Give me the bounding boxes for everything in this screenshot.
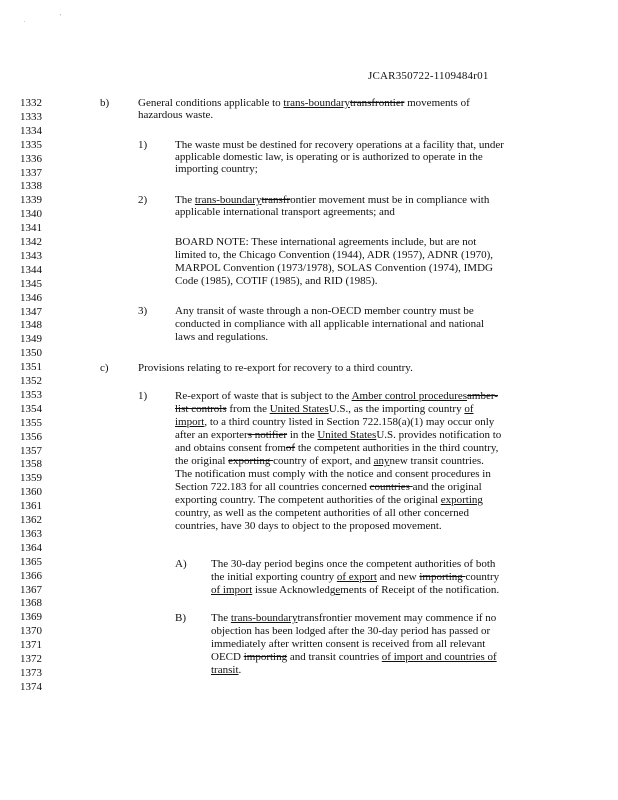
- sub-a-number: A): [175, 558, 187, 570]
- line-number: 1371: [20, 639, 42, 652]
- line-number: 1343: [20, 249, 42, 262]
- item-b1-line: The waste must be destined for recovery operations at a facility that, under: [175, 139, 504, 151]
- line-number: 1346: [20, 291, 42, 304]
- line-number: 1358: [20, 458, 42, 471]
- item-b3-line: Any transit of waste through a non-OECD member country must be: [175, 305, 474, 317]
- sub-b-line: transit.: [211, 664, 242, 676]
- board-note-line: BOARD NOTE: These international agreements include, but are not: [175, 236, 477, 248]
- item-c1-line: and obtains consent fromof the competent authorities in the third country,: [175, 442, 499, 454]
- item-c1-line: import, to a third country listed in Section 722.158(a)(1) may occur only: [175, 416, 495, 428]
- line-number: 1361: [20, 500, 42, 513]
- section-c-heading: Provisions relating to re-export for recovery to a third country.: [138, 362, 413, 374]
- item-b2-line: applicable international transport agreements; and: [175, 206, 395, 218]
- line-number: 1364: [20, 541, 42, 554]
- line-number: 1360: [20, 486, 42, 499]
- item-b1-number: 1): [138, 139, 148, 151]
- line-number: 1349: [20, 333, 42, 346]
- section-b-heading: General conditions applicable to trans-boundarytransfrontier movements of: [138, 97, 470, 109]
- item-b3-line: conducted in compliance with all applicable international and national: [175, 318, 485, 330]
- line-number: 1370: [20, 625, 42, 638]
- item-c1-line: Re-export of waste that is subject to the Amber control proceduresamber-: [175, 390, 498, 402]
- item-c1-line: Section 722.183 for all countries concerned countries and the original: [175, 481, 482, 493]
- line-number: 1341: [20, 222, 42, 235]
- line-number: 1350: [20, 347, 42, 360]
- line-number: 1333: [20, 110, 42, 123]
- line-number: 1339: [20, 194, 42, 207]
- sub-b-number: B): [175, 612, 186, 624]
- line-number: 1366: [20, 569, 42, 582]
- section-b-label: b): [100, 97, 110, 109]
- line-number: 1344: [20, 263, 42, 276]
- scan-speck: ': [60, 14, 62, 20]
- item-b1-line: importing country;: [175, 163, 258, 175]
- line-number: 1347: [20, 305, 42, 318]
- line-number: 1332: [20, 97, 42, 109]
- line-number: 1338: [20, 180, 42, 193]
- line-number: 1374: [20, 680, 42, 693]
- item-c1-number: 1): [138, 390, 148, 402]
- sub-b-line: The trans-boundarytransfrontier movement may commence if no: [211, 612, 497, 624]
- item-c1-line: exporting country. The competent authorities of the original exporting: [175, 494, 483, 506]
- line-number: 1342: [20, 236, 42, 248]
- line-number: 1335: [20, 138, 42, 151]
- item-b1-line: applicable domestic law, is operating or is authorized to operate in the: [175, 151, 483, 163]
- sub-a-line: The 30-day period begins once the competent authorities of both: [211, 558, 496, 570]
- line-number: 1357: [20, 444, 42, 457]
- item-b2-number: 2): [138, 194, 148, 206]
- line-number: 1340: [20, 208, 42, 221]
- item-b3-number: 3): [138, 305, 148, 317]
- item-c1-line: The notification must comply with the notice and consent procedures in: [175, 468, 491, 480]
- section-b-heading-cont: hazardous waste.: [138, 109, 214, 121]
- line-number: 1363: [20, 527, 42, 540]
- line-number: 1356: [20, 430, 42, 443]
- sub-b-line: immediately after written consent is received from all relevant: [211, 638, 486, 650]
- line-number: 1353: [20, 388, 42, 401]
- board-note-line: limited to, the Chicago Convention (1944), ADR (1957), ADNR (1970),: [175, 249, 494, 261]
- line-number: 1359: [20, 472, 42, 485]
- line-number: 1372: [20, 653, 42, 665]
- item-c1-line: countries, have 30 days to object to the proposed movement.: [175, 520, 442, 532]
- line-number: 1355: [20, 416, 42, 429]
- sub-a-line: of import issue Acknowledgements of Receipt of the notification.: [211, 584, 500, 596]
- line-number: 1345: [20, 277, 42, 290]
- line-number: 1351: [20, 361, 42, 374]
- sub-b-line: objection has been lodged after the 30-day period has passed or: [211, 625, 491, 637]
- board-note-line: Code (1985), COTIF (1985), and RID (1985).: [175, 275, 378, 287]
- document-id: JCAR350722-1109484r01: [368, 70, 489, 82]
- item-b3-line: laws and regulations.: [175, 331, 269, 343]
- line-number: 1365: [20, 555, 42, 568]
- line-number: 1348: [20, 319, 42, 332]
- line-number: 1369: [20, 611, 42, 624]
- line-number: 1336: [20, 152, 42, 165]
- line-number: 1362: [20, 514, 42, 526]
- item-c1-line: the original exporting country of export, and anynew transit countries.: [175, 455, 484, 467]
- sub-a-line: the initial exporting country of export and new importing country: [211, 571, 500, 583]
- sub-b-line: OECD importing and transit countries of import and countries of: [211, 651, 497, 663]
- section-c-label: c): [100, 362, 109, 374]
- line-number: 1367: [20, 583, 42, 596]
- item-c1-line: list controls from the United StatesU.S., as the importing country of: [175, 403, 474, 415]
- line-number: 1337: [20, 166, 42, 179]
- line-number: 1368: [20, 597, 42, 610]
- scan-speck: .: [24, 18, 26, 24]
- item-c1-line: after an exporters notifier in the United StatesU.S. provides notification to: [175, 429, 502, 441]
- line-number: 1334: [20, 124, 42, 137]
- line-number: 1352: [20, 375, 42, 387]
- line-number: 1373: [20, 666, 42, 679]
- item-b2-line: The trans-boundarytransfrontier movement must be in compliance with: [175, 194, 490, 206]
- board-note-line: MARPOL Convention (1973/1978), SOLAS Convention (1974), IMDG: [175, 262, 493, 274]
- line-number: 1354: [20, 402, 42, 415]
- item-c1-line: country, as well as the competent authorities of all other concerned: [175, 507, 470, 519]
